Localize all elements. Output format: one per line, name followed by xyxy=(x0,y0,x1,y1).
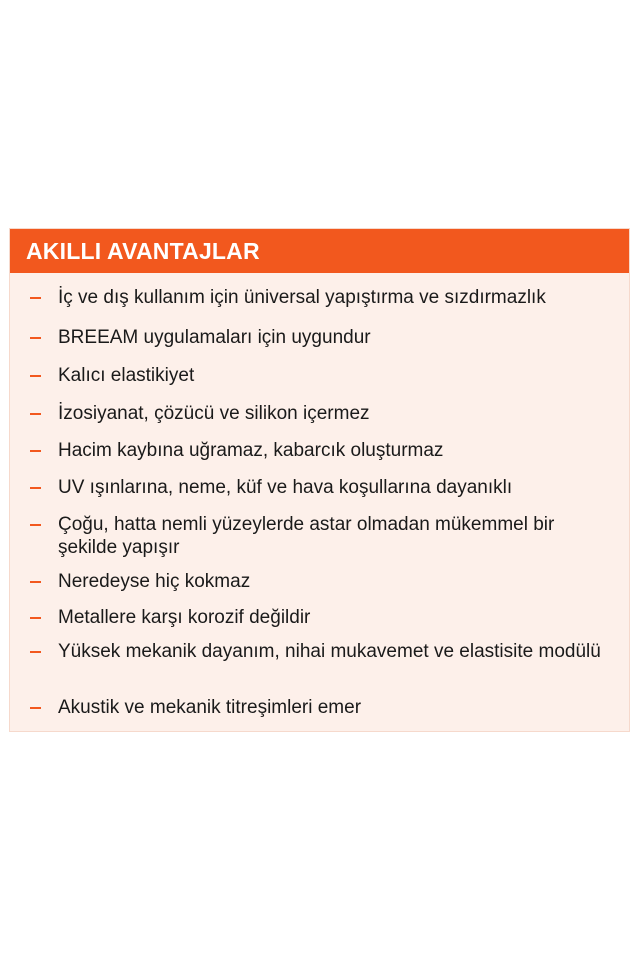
dash-bullet-icon xyxy=(10,606,58,619)
list-item xyxy=(10,696,629,719)
dash-bullet-icon xyxy=(10,326,58,339)
list-item-text: Hacim kaybına uğramaz, kabarcık oluşturmaz xyxy=(58,440,444,461)
dash-bullet-icon xyxy=(10,696,58,709)
list-item-text: İç ve dış kullanım için üniversal yapıştırma ve sızdırmazlık xyxy=(58,287,546,308)
list-item xyxy=(10,326,629,349)
list-item xyxy=(10,286,629,309)
dash-bullet-icon xyxy=(10,570,58,583)
card-title: AKILLI AVANTAJLAR xyxy=(26,237,260,264)
dash-bullet-icon xyxy=(10,640,58,653)
dash-bullet-icon xyxy=(10,402,58,415)
list-item-text: BREEAM uygulamaları için uygundur xyxy=(58,327,371,348)
list-item-text: Kalıcı elastikiyet xyxy=(58,365,195,386)
dash-bullet-icon xyxy=(10,439,58,452)
list-item xyxy=(10,476,629,499)
list-item-text: Neredeyse hiç kokmaz xyxy=(58,571,251,592)
list-item xyxy=(10,402,629,425)
list-item-text: Yüksek mekanik dayanım, nihai mukavemet ve elastisite modülü xyxy=(58,641,601,662)
list-item xyxy=(10,606,629,629)
list-item-text: Akustik ve mekanik titreşimleri emer xyxy=(58,697,362,718)
list-item-text: Metallere karşı korozif değildir xyxy=(58,607,311,628)
dash-bullet-icon xyxy=(10,364,58,377)
list-item xyxy=(10,640,629,663)
dash-bullet-icon xyxy=(10,476,58,489)
list-item-text: İzosiyanat, çözücü ve silikon içermez xyxy=(58,403,370,424)
list-item xyxy=(10,439,629,462)
dash-bullet-icon xyxy=(10,513,58,526)
list-item xyxy=(10,513,629,559)
dash-bullet-icon xyxy=(10,286,58,299)
advantages-card xyxy=(9,228,630,732)
card-header xyxy=(10,229,629,273)
list-item-text: UV ışınlarına, neme, küf ve hava koşullarına dayanıklı xyxy=(58,477,513,498)
list-item-text: Çoğu, hatta nemli yüzeylerde astar olmadan mükemmel bir şekilde yapışır xyxy=(58,514,555,558)
list-item xyxy=(10,570,629,593)
list-item xyxy=(10,364,629,387)
